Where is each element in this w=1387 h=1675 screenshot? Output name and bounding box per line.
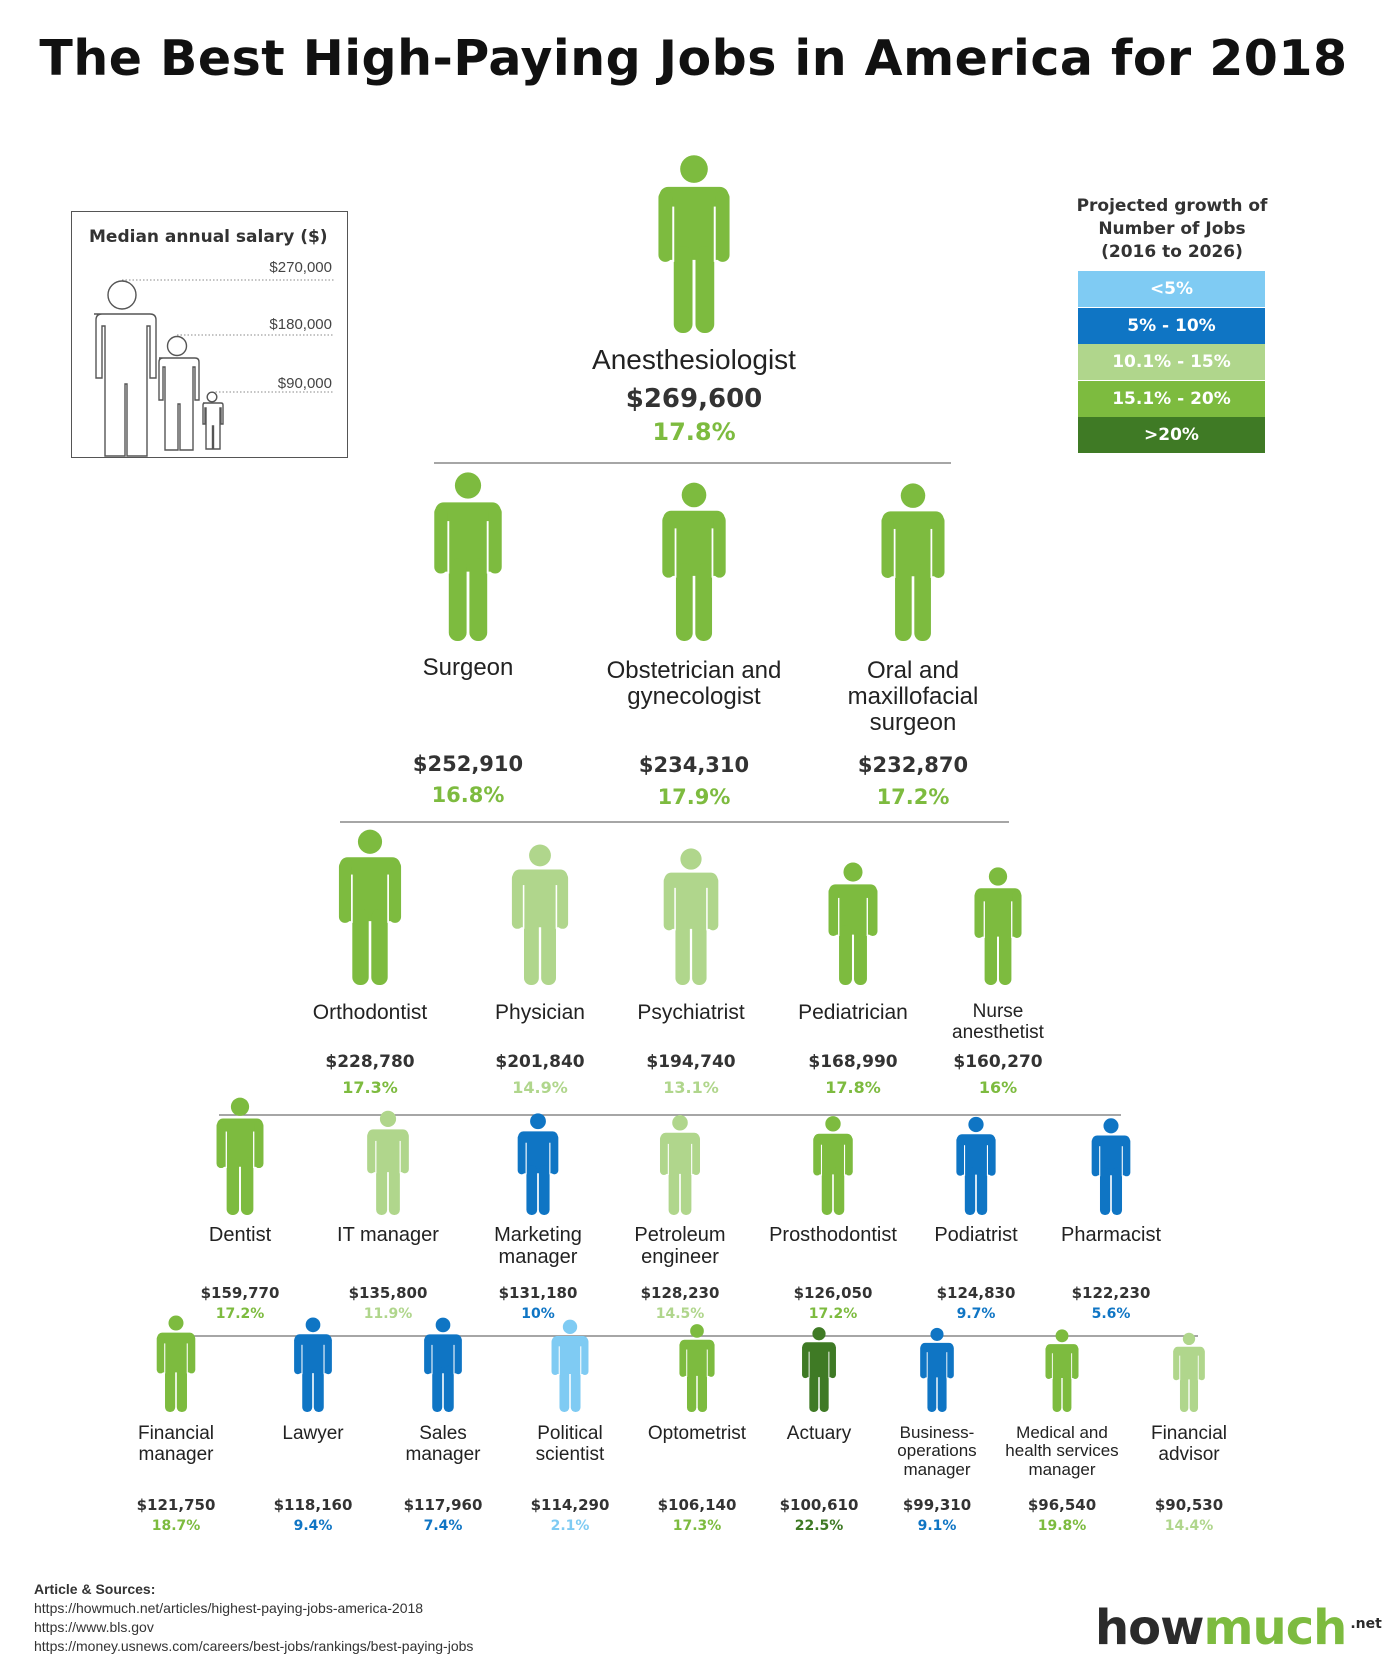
salary-legend-title: Median annual salary ($)	[89, 227, 328, 247]
page-title: The Best High-Paying Jobs in America for 2018	[39, 30, 1348, 87]
job-name: Orthodontist	[312, 1001, 428, 1024]
job-salary: $100,610	[779, 1496, 859, 1514]
source-link[interactable]: https://money.usnews.com/careers/best-jobs/rankings/best-paying-jobs	[34, 1638, 474, 1654]
job-figure	[518, 1113, 559, 1215]
job-name: Actuary	[786, 1423, 852, 1444]
source-link[interactable]: https://www.bls.gov	[34, 1619, 154, 1635]
source-link[interactable]: https://howmuch.net/articles/highest-paying-jobs-america-2018	[34, 1600, 424, 1616]
growth-legend-title-line: Number of Jobs	[1098, 219, 1246, 239]
job-name: Obstetrician and gynecologist	[606, 657, 782, 710]
job-name: Financial advisor	[1150, 1423, 1228, 1465]
job-name: Optometrist	[647, 1423, 747, 1444]
job-salary: $106,140	[657, 1496, 737, 1514]
job-name: Pediatrician	[798, 1001, 908, 1024]
growth-legend-title-line: (2016 to 2026)	[1101, 242, 1243, 262]
job-growth: 19.8%	[1037, 1518, 1087, 1534]
job-name: Dentist	[208, 1224, 272, 1246]
job-growth: 14.9%	[512, 1078, 568, 1097]
job-name: Financial manager	[137, 1423, 215, 1465]
job-salary: $160,270	[953, 1052, 1043, 1072]
job-figure	[956, 1117, 995, 1215]
growth-legend-band: 15.1% - 20%	[1078, 381, 1265, 417]
job-salary: $131,180	[498, 1284, 578, 1302]
job-name: Sales manager	[405, 1423, 481, 1465]
job-name: Anesthesiologist	[592, 344, 796, 375]
job-growth: 10%	[521, 1306, 555, 1322]
job-growth: 9.1%	[917, 1518, 957, 1534]
job-salary: $121,750	[136, 1496, 216, 1514]
job-salary: $90,530	[1154, 1496, 1224, 1514]
job-growth: 13.1%	[663, 1078, 719, 1097]
job-salary: $124,830	[936, 1284, 1016, 1302]
job-salary: $118,160	[273, 1496, 353, 1514]
job-name: Business-operations manager	[897, 1423, 977, 1479]
job-salary: $126,050	[793, 1284, 873, 1302]
job-salary: $99,310	[902, 1496, 972, 1514]
job-growth: 17.2%	[808, 1306, 858, 1322]
job-growth: 16.8%	[431, 783, 505, 807]
job-name: Psychiatrist	[637, 1001, 745, 1024]
job-growth: 11.9%	[363, 1306, 413, 1322]
job-salary: $117,960	[403, 1496, 483, 1514]
job-figure	[974, 867, 1021, 985]
logo-much: much	[1203, 1600, 1347, 1656]
job-figure	[662, 483, 725, 641]
job-figure	[339, 830, 401, 985]
job-figure	[552, 1320, 589, 1412]
sources	[34, 1580, 473, 1656]
growth-legend-title-line: Projected growth of	[1076, 196, 1268, 216]
job-salary: $168,990	[808, 1052, 898, 1072]
job-name: Prosthodontist	[769, 1224, 897, 1246]
job-salary: $159,770	[200, 1284, 280, 1302]
job-figure	[1045, 1329, 1078, 1412]
growth-legend-band: 10.1% - 15%	[1078, 344, 1265, 380]
job-growth: 17.9%	[657, 785, 731, 809]
job-name: IT manager	[337, 1224, 439, 1246]
job-figure	[424, 1318, 462, 1412]
job-growth: 17.8%	[825, 1078, 881, 1097]
job-figure	[1092, 1118, 1131, 1215]
growth-legend-band: 5% - 10%	[1078, 308, 1265, 344]
job-name: Physician	[495, 1001, 585, 1024]
job-name: Nurse anesthetist	[952, 1001, 1044, 1043]
salary-legend-value: $180,000	[269, 316, 332, 333]
job-figure	[157, 1316, 196, 1412]
job-figure	[664, 848, 719, 985]
job-figure	[1173, 1333, 1205, 1412]
sources-heading: Article & Sources:	[34, 1581, 156, 1597]
job-salary: $228,780	[325, 1052, 415, 1072]
job-salary: $232,870	[857, 753, 969, 777]
job-salary: $114,290	[530, 1496, 610, 1514]
job-salary: $122,230	[1071, 1284, 1151, 1302]
job-salary: $194,740	[646, 1052, 736, 1072]
growth-legend-band: >20%	[1078, 417, 1265, 453]
job-salary: $135,800	[348, 1284, 428, 1302]
howmuch-logo	[1095, 1600, 1382, 1656]
job-name: Pharmacist	[1060, 1224, 1162, 1246]
job-figure	[660, 1115, 700, 1215]
job-figure	[367, 1111, 409, 1215]
job-figure	[829, 863, 878, 985]
job-name: Petroleum engineer	[634, 1224, 726, 1268]
job-growth: 17.2%	[876, 785, 950, 809]
job-figure	[881, 483, 944, 641]
job-name: Podiatrist	[934, 1224, 1018, 1246]
job-salary: $96,540	[1027, 1496, 1097, 1514]
salary-legend-value: $90,000	[277, 375, 332, 392]
job-name: Marketing manager	[494, 1224, 582, 1268]
job-growth: 17.8%	[652, 418, 736, 446]
job-figure	[679, 1324, 714, 1412]
job-salary: $128,230	[640, 1284, 720, 1302]
job-figure	[294, 1318, 332, 1412]
job-growth: 7.4%	[423, 1518, 463, 1534]
job-growth: 16%	[978, 1078, 1018, 1097]
job-figure	[802, 1327, 836, 1412]
job-growth: 17.3%	[672, 1518, 722, 1534]
job-salary: $269,600	[625, 384, 763, 414]
job-salary: $252,910	[412, 752, 524, 776]
job-figure	[658, 155, 729, 333]
salary-legend-value: $270,000	[269, 259, 332, 276]
logo-how: how	[1095, 1600, 1204, 1656]
job-figure	[920, 1328, 954, 1412]
job-growth: 22.5%	[794, 1518, 844, 1534]
job-figure	[217, 1098, 264, 1215]
job-growth: 14.4%	[1164, 1518, 1214, 1534]
job-name: Lawyer	[282, 1423, 344, 1444]
job-growth: 5.6%	[1091, 1306, 1131, 1322]
job-name: Medical and health services manager	[1005, 1423, 1119, 1479]
logo-net: .net	[1350, 1616, 1382, 1632]
job-figure	[813, 1116, 853, 1215]
job-figure	[512, 844, 568, 985]
job-salary: $201,840	[495, 1052, 585, 1072]
job-name: Political scientist	[535, 1423, 605, 1465]
job-growth: 14.5%	[655, 1306, 705, 1322]
job-growth: 2.1%	[550, 1518, 590, 1534]
job-name: Oral and maxillofacial surgeon	[847, 657, 979, 736]
job-salary: $234,310	[638, 753, 750, 777]
job-growth: 18.7%	[151, 1518, 201, 1534]
job-growth: 17.3%	[342, 1078, 398, 1097]
growth-legend-band: <5%	[1078, 271, 1265, 307]
job-growth: 9.4%	[293, 1518, 333, 1534]
job-figure	[434, 472, 501, 641]
job-growth: 9.7%	[956, 1306, 996, 1322]
job-name: Surgeon	[422, 654, 514, 681]
job-growth: 17.2%	[215, 1306, 265, 1322]
